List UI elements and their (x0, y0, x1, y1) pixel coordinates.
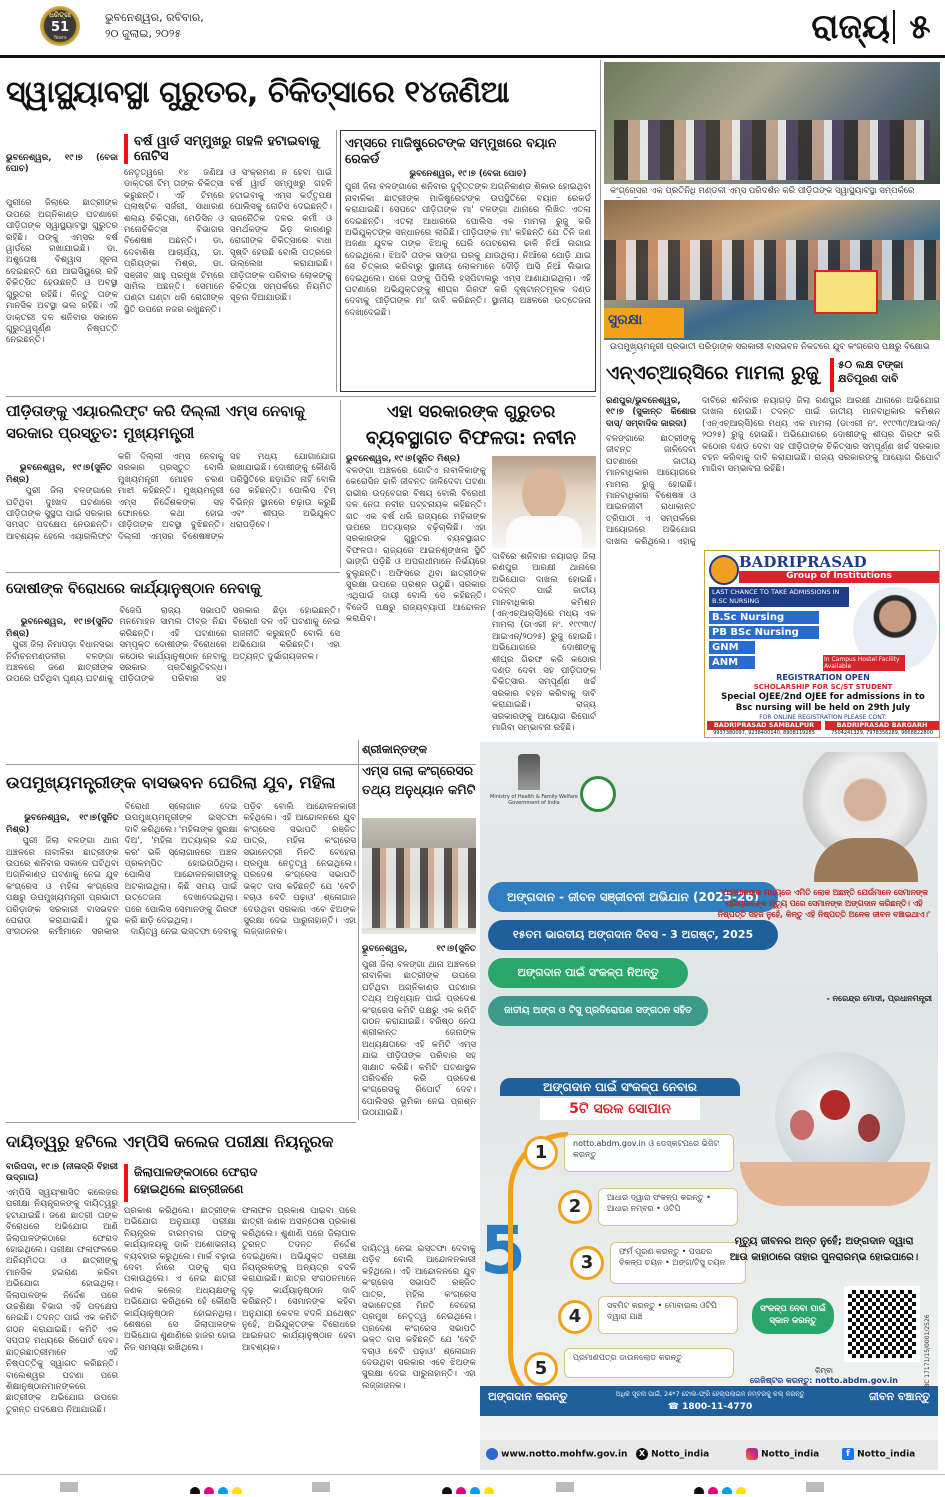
badri-courses (709, 611, 819, 669)
mpc-col2: ପ୍ରକାଶ କରିଥିଲେ। ଛାତ୍ରୀଙ୍କ ଅଭିଯୋଗ ଅନୁଯାୟୀ ପରୀକ୍ଷା ନିୟନ୍ତ୍ରକ ବାରମ୍ବାର ତାଙ୍କୁ କାର୍ଯ୍ୟାଳୟକୁ ଡାକି ଅଶୋଭନୀୟ ବ୍ୟବହାର କରୁଥିଲେ। ମାର୍କ ବଢ଼ାଇ ଦେବା ନାଁରେ ତାଙ୍କୁ ଚାପ ପକାଉଥିଲେ। ଏ ନେଇ ଛାତ୍ରୀ ଜଣକ କଲେଜ ଅଧ୍ୟକ୍ଷଙ୍କୁ ଅଭିଯୋଗ କରିଥିଲେ ହେଁ କୌଣସି କାର୍ଯ୍ୟାନୁଷ୍ଠାନ ହୋଇନଥିଲା। ଶେଷରେ ସେ ଜିଲାପାଳଙ୍କ ଅଭିଯୋଗ ଶୁଣାଣିରେ ହାଜର ହୋଇ ନିଜ ସମସ୍ୟା ରଖିଥିଲେ। (124, 1206, 236, 1353)
ad-badriprasad (704, 550, 940, 738)
protest-placard (814, 270, 878, 314)
bottom-right: ଜୀବନ ବଞ୍ଚାନ୍ତୁ (869, 1390, 930, 1403)
fact-headline1: ଶ୍ରୀକାନ୍ତଙ୍କ (362, 742, 428, 756)
badge-label: ଧରିତ୍ରୀ (49, 11, 71, 19)
course-bsc: B.Sc Nursing (709, 611, 819, 624)
lead-subheadline: ବର୍ଷ ୱାର୍ଡ ସମ୍ମୁଖରୁ ଗହଳି ହଟାଇବାକୁ ନୋଟିସ (134, 134, 320, 164)
cmyk-dots-2 (440, 1482, 496, 1494)
date-line1: ଭୁବନେଶ୍ୱର, ରବିବାର, (105, 11, 204, 24)
gov-name: Government of India (508, 800, 560, 806)
issue-date (105, 10, 255, 46)
step5-number: 5 (524, 1352, 558, 1386)
naveen-body: ବଳଙ୍ଗା ଅଞ୍ଚଳରେ ଗୋଟିଏ ନାବାଳିକାଙ୍କୁ କେରୋସିନ ଢାଳି ଜୀବନ୍ତ ଜାଳିଦେବା ଘଟଣା ଗଭୀର ଉଦ୍‌ବେଗର ବିଷୟ ବୋଲି ବିରୋଧୀ ଦଳ ନେତା ନବୀନ ପଟ୍ଟନାୟକ କହିଛନ୍ତି। ଗତ ଏକ ବର୍ଷ ଧରି ରାଜ୍ୟରେ ମହିଳାଙ୍କ ଉପରେ ଅତ୍ୟାଚାର ବଢ଼ିଚାଲିଛି। ଏହା ସରକାରଙ୍କ ଗୁରୁତର ବ୍ୟବସ୍ଥାଗତ ବିଫଳତା। ରାଜ୍ୟରେ ଆଇନଶୃଙ୍ଖଳା ସ୍ଥିତି ଭାଙ୍ଗି ପଡ଼ିଛି ଓ ଅପରାଧୀମାନେ ନିର୍ଭୟରେ ବୁଲୁଛନ୍ତି। ଅଫିସରେ ଥିବା ଛାତ୍ରୀଙ୍କ ସୁରକ୍ଷା ଉପରେ ପ୍ରଶ୍ନ ଉଠୁଛି। ସରକାର ଏଥିପାଇଁ ଦାୟୀ ବୋଲି ସେ କହିଛନ୍ତି। ବିଜେଡି ପକ୍ଷରୁ ରାଜ୍ୟବ୍ୟାପୀ ଆନ୍ଦୋଳନ କରାଯିବ। (346, 466, 486, 625)
instagram-handle: Notto_india (761, 1449, 820, 1460)
cmyk-dots-3 (692, 1482, 748, 1494)
airlift-body (6, 452, 336, 568)
helpline-number[interactable] (580, 1402, 840, 1412)
ad-organ-donation (480, 742, 938, 1440)
org-pill: ଜାତୀୟ ଅଙ୍ଗ ଓ ଟିସୁ ପ୍ରତିରୋପଣ ସଙ୍ଗଠନ ସହିତ (488, 996, 708, 1026)
manmohan-body (6, 606, 340, 762)
badri-special1: Special OJEE/2nd OJEE for admissions in to (721, 692, 925, 702)
phone-icon: ☎ (667, 1402, 683, 1412)
photo-people-row (614, 120, 930, 180)
magistrate-box (340, 130, 596, 392)
notto-logo (580, 776, 616, 812)
campaign-pill: ଅଙ୍ଗଦାନ - ଜୀବନ ସଞ୍ଜୀବନୀ ଅଭିଯାନ (2025-26) (488, 882, 778, 912)
grey-bar-1 (60, 1482, 78, 1492)
step5-text: ପ୍ରମାଣପତ୍ର ଡାଉନଲୋଡ କରନ୍ତୁ (564, 1348, 734, 1378)
pledge-pill: ଅଙ୍ଗଦାନ ପାଇଁ ସଂକଳ୍ପ ନିଅନ୍ତୁ (488, 958, 688, 988)
day-pill: ୧୫ତମ ଭାରତୀୟ ଅଙ୍ଗଦାନ ଦିବସ - 3 ଅଗଷ୍ଟ, 2025 (488, 920, 778, 950)
globe-link-icon (486, 1448, 498, 1460)
step2-number: 2 (558, 1190, 592, 1224)
date-line2: ୨୦ ଜୁଲାଇ, ୨୦୨୫ (105, 27, 182, 40)
fact-headline2: ଏମ୍ସ ଗଲା କଂଗ୍ରେସର (362, 763, 474, 778)
fact-dateline: ଭୁବନେଶ୍ୱର, ୧୯।୭(ସୁନିତ (362, 944, 476, 954)
badri-special2: Bsc nursing will be held on 29th July (735, 703, 911, 713)
badri-scholarship: SCHOLARSHIP FOR SC/ST STUDENT (753, 683, 893, 691)
nhrc-side-box (830, 358, 940, 392)
team-people (362, 848, 476, 928)
nhrc-col2: ଦାବିରେ ଶନିବାର ନୟାଗଡ଼ ଜିଲା ରଣପୁର ଆରକ୍ଷୀ ଥାନାରେ ଅଭିଯୋଗ ଦାଖଲ ହୋଇଛି। ତଦନ୍ତ ପାଇଁ ଜାତୀୟ ମାନବାଧିକାର କମିଶନ (ଏନ୍‌ଏଚ୍‌ଆର୍‌ସି)ରେ ମଧ୍ୟ ଏକ ମାମଲା (ଡାଏରୀ ନଂ. ୧୯୯୩୯/ଆଇଏନ୍/୨୦୨୫) ରୁଜୁ ହୋଇଛି। ଅଭିଯୋଗରେ ଦୋଷୀଙ୍କୁ ଶୀଘ୍ର ଗିରଫ କରି କଠୋର ଦଣ୍ଡ ଦେବା ସହ ପୀଡ଼ିତାଙ୍କ ଚିକିତ୍ସାର ସମ୍ପୂର୍ଣ୍ଣ ଖର୍ଚ୍ଚ ସରକାର ବହନ କରିବାକୁ ଦାବି କରାଯାଇଛି। ରାଜ୍ୟ ସରକାରଙ୍କୁ ଆୟୋଗ ରିପୋର୍ଟ ମାଗିବା ସମ୍ଭାବନା ରହିଛି। (702, 396, 940, 475)
lead-col2: ନେତୃତ୍ୱରେ ୧୪ ଜଣିଆ ଡାକ୍ତରୀ ଟିମ୍ ତାଙ୍କ ଚିକିତ୍ସା କରୁଛନ୍ତି। ଏହି ଟିମ୍ରେ ପ୍ଲାଷ୍ଟିକ ସର୍ଜରୀ, ସାଧାରଣ ଶଲ୍ୟ ଚିକିତ୍ସା, ମେଡିସିନ ଓ ମନୋଚିକିତ୍ସା ବିଭାଗର ବିଶେଷଜ୍ଞ ଅଛନ୍ତି। ଡା. ଦେବାଶିଷ ଆଚାର୍ଯ୍ୟ, ଡା. ପ୍ରିୟଙ୍କା ମିଶ୍ର, ଡା. ସଞ୍ଜୀବ ସାହୁ ପ୍ରମୁଖ ଟିମ୍ରେ ସାମିଲ ଅଛନ୍ତି। ସେମାନେ ଘଣ୍ଟା ଘଣ୍ଟା ଧରି ରୋଗୀଙ୍କ ସ୍ଥିତି ଉପରେ ନଜର ରଖୁଛନ୍ତି। (124, 168, 224, 315)
x-icon: X (636, 1448, 648, 1460)
naveen-headline2: ବ୍ୟବସ୍ଥାଗତ ବିଫଳତା: ନବୀନ (365, 427, 577, 449)
youth-congress-headline: ଉପମୁଖ୍ୟମନ୍ତ୍ରୀଙ୍କ ବାସଭବନ ଘେରିଲା ଯୁବ, ମହିଳା (6, 773, 336, 792)
naveen-dateline: ଭୁବନେଶ୍ୱର, ୧୯।୭(ସୁନିତ ମିଶ୍ର) (346, 454, 461, 464)
helpline-text: ଅଧିକ ସୂଚନା ପାଇଁ, 24*7 ଟୋଲ-ଫ୍ରି ହେଲ୍ପଲାଇନ ନମ୍ବରକୁ କଲ୍ କରନ୍ତୁ (615, 1390, 805, 1398)
footer-rule (0, 1474, 945, 1475)
kidney-icon (858, 1114, 880, 1142)
mpc-dateline: ବାରିପଦା, ୧୯।୭ (ନୀଳାଦ୍ରି ବିହାରୀ ଉଦ୍ଗାତା) (6, 1162, 118, 1184)
naveen-body-cont: ଦାବିରେ ଶନିବାର ନୟାଗଡ଼ ଜିଲା ରଣପୁର ଆରକ୍ଷୀ ଥାନାରେ ଅଭିଯୋଗ ଦାଖଲ ହୋଇଛି। ତଦନ୍ତ ପାଇଁ ଜାତୀୟ ମାନବାଧିକାର କମିଶନ (ଏନ୍‌ଏଚ୍‌ଆର୍‌ସି)ରେ ମଧ୍ୟ ଏକ ମାମଲା (ଡାଏରୀ ନଂ. ୧୯୯୩୯/ଆଇଏନ୍/୨୦୨୫) ରୁଜୁ ହୋଇଛି। ଅଭିଯୋଗରେ ଦୋଷୀଙ୍କୁ ଶୀଘ୍ର ଗିରଫ କରି କଠୋର ଦଣ୍ଡ ଦେବା ସହ ପୀଡ଼ିତାଙ୍କ ଚିକିତ୍ସାର ସମ୍ପୂର୍ଣ୍ଣ ଖର୍ଚ୍ଚ ସରକାର ବହନ କରିବାକୁ ଦାବି କରାଯାଇଛି। ରାଜ୍ୟ ସରକାରଙ୍କୁ ଆୟୋଗ ରିପୋର୍ଟ ମାଗିବା ସମ୍ଭାବନା ରହିଛି। (492, 552, 596, 734)
nhrc-dateline: ରଣପୁର/ଭୁବନେଶ୍ୱର, ୧୯।୭ (ସୁକାନ୍ତ କିଶୋର ଦାସ୍/ ସମ୍ବାଦିକ ଜାରଦା) (606, 396, 696, 429)
badri-name: BADRIPRASAD (739, 553, 867, 571)
masthead-badge (28, 6, 94, 50)
death-line1: ମୃତ୍ୟୁ ଜୀବନର ଅନ୍ତ ନୁହେଁ; ଅଙ୍ଗଦାନ ଦ୍ୱାରା (734, 1236, 914, 1247)
step3-number: 3 (570, 1246, 604, 1280)
protest-banner-text: ସୁରକ୍ଷା (608, 312, 643, 328)
naveen-face (522, 468, 566, 520)
mpc-side-headline: ଜିଲାପାଳଙ୍କଠାରେ ଫେରାଦ ହୋଇଥିଲେ ଛାତ୍ରୀଜଣେ (134, 1165, 258, 1196)
youth-congress-dateline: ଭୁବନେଶ୍ୱର, ୧୯।୭(ସୁନିତ ମିଶ୍ର) (6, 813, 122, 835)
youth-congress-text2: ଦାୟିତ୍ୱ ନେଇ ଇସ୍ତଫା ଦେବାକୁ ପଡ଼ିବ ବୋଲି ଆନ୍ଦୋଳନକାରୀ କହିଥିଲେ। ଏହି ଆନ୍ଦୋଳନରେ ଯୁବ କଂଗ୍ରେସ ସଭାପତି ରଞ୍ଜିତ ପାତ୍ର, ମହିଳା କଂଗ୍ରେସ ସଭାନେତ୍ରୀ ମିନତି ବେହେରା ପ୍ରମୁଖ ନେତୃତ୍ୱ ନେଇଥିଲେ। ପ୍ରଦେଶ କଂଗ୍ରେସ ସଭାପତି ଭକ୍ତ ଦାସ କହିଛନ୍ତି ଯେ 'ବେଟି ବଚାଓ ବେଟି ପଢ଼ାଓ' ଶ୍ଳୋଗାନ ଦେଉଥିବା ସରକାର ଏବେ ଝିଅଙ୍କ ସୁରକ୍ଷା ଦେଇ ପାରୁନାହାନ୍ତି। ଏହା ଲଜ୍ଜାଜନକ। (130, 802, 356, 938)
x-handle: Notto_india (651, 1449, 710, 1460)
photo-fact-finding-team (362, 818, 476, 934)
fact-body-cont: ଦାୟିତ୍ୱ ନେଇ ଇସ୍ତଫା ଦେବାକୁ ପଡ଼ିବ ବୋଲି ଆନ୍ଦୋଳନକାରୀ କହିଥିଲେ। ଏହି ଆନ୍ଦୋଳନରେ ଯୁବ କଂଗ୍ରେସ ସଭାପତି ରଞ୍ଜିତ ପାତ୍ର, ମହିଳା କଂଗ୍ରେସ ସଭାନେତ୍ରୀ ମିନତି ବେହେରା ପ୍ରମୁଖ ନେତୃତ୍ୱ ନେଇଥିଲେ। ପ୍ରଦେଶ କଂଗ୍ରେସ ସଭାପତି ଭକ୍ତ ଦାସ କହିଛନ୍ତି ଯେ 'ବେଟି ବଚାଓ ବେଟି ପଢ଼ାଓ' ଶ୍ଳୋଗାନ ଦେଉଥିବା ସରକାର ଏବେ ଝିଅଙ୍କ ସୁରକ୍ଷା ଦେଇ ପାରୁନାହାନ୍ତି। ଏହା ଲଜ୍ଜାଜନକ। (362, 1244, 476, 1391)
badri-group: Group of Institutions (739, 571, 939, 583)
bottom-left: ଅଙ୍ଗଦାନ କରନ୍ତୁ (488, 1390, 568, 1403)
badri-online: FOR ONLINE REGISTRATION PLEASE CONT: (759, 714, 887, 721)
web-link[interactable] (486, 1448, 636, 1460)
badge-years: 51 (50, 20, 70, 35)
airlift-dateline: ଭୁବନେଶ୍ୱର, ୧୯।୭(ସୁନିତ ମିଶ୍ର) (6, 463, 115, 485)
youth-congress-body (6, 802, 356, 1120)
grey-bar-3 (556, 1482, 574, 1492)
qr-code[interactable] (844, 1286, 920, 1362)
badri-registration: REGISTRATION OPEN (776, 673, 870, 682)
protest-crowd (604, 240, 940, 300)
step3-text: ଫର୍ମ ପୂରଣ କରନ୍ତୁ • ପସନ୍ଦର ବିକଳ୍ପ ଚୟନ • ଅଙ୍ଗ/ଟିସୁ ଚୟନ (610, 1242, 746, 1284)
nhrc-col1: ବଳଙ୍ଗାରେ ଛାତ୍ରୀଙ୍କୁ ଜୀବନ୍ତ ଜାଳିଦେବା ଘଟଣାରେ ଜାତୀୟ ମାନବାଧିକାର ଆୟୋଗରେ ମାମଲା ରୁଜୁ ହୋଇଛି। ମାନବାଧିକାର ବିଶେଷଜ୍ଞ ଓ ଆଇନଜୀବୀ ରାଧାକାନ୍ତ ତ୍ରିପାଠୀ ଏ ସମ୍ପର୍କରେ ଆୟୋଗରେ ଅଭିଯୋଗ ଦାଖଲ କରିଥିଲେ। ଏହାକୁ (606, 434, 696, 546)
airlift-headline: ପୀଡ଼ିତାଙ୍କୁ ଏୟାରଲିଫ୍ଟ କରି ଦିଲ୍ଲୀ ଏମ୍ସ ନେବାକୁ ସରକାର ପ୍ରସ୍ତୁତ: ମୁଖ୍ୟମନ୍ତ୍ରୀ (6, 402, 305, 442)
cbc-code: CBC 17171/15/0001/2526 (924, 1314, 931, 1392)
step2-text: ଆଧାର ଦ୍ୱାରା ସଂକଳ୍ପ କରନ୍ତୁ • ଆଧାର ନମ୍ବର • ଓଟିପି (598, 1188, 738, 1226)
magistrate-headline: ଏମ୍ସରେ ମାଜିଷ୍ଟ୍ରେଟଙ୍କ ସମ୍ମୁଖରେ ବୟାନ ରେକର୍ଡ (345, 135, 557, 166)
ministry-name: Ministry of Health & Family Welfare (490, 794, 578, 800)
steps-title: ଅଙ୍ଗଦାନ ପାଇଁ ସଂକଳ୍ପ ନେବାର (500, 1078, 740, 1096)
step4-number: 4 (558, 1300, 592, 1334)
badri-hostel: In Campus Hostel Facility Available (823, 655, 905, 671)
hands-organs (740, 1032, 930, 1212)
web-url: www.notto.mohfw.gov.in (501, 1449, 628, 1460)
emblem-icon (518, 754, 540, 790)
photo-naveen (492, 456, 596, 548)
badri-phone-right: 7504241329, 7978356289, 9668822800 (831, 730, 933, 736)
modi-quote-by: - ନରେନ୍ଦ୍ର ମୋଦୀ, ପ୍ରଧାନମନ୍ତ୍ରୀ (826, 994, 932, 1003)
lead-headline: ସ୍ୱାସ୍ଥ୍ୟାବସ୍ଥା ଗୁରୁତର, ଚିକିତ୍ସାରେ ୧୪ଜଣିଆ (6, 75, 510, 110)
photo1-caption: କଂଗ୍ରେସର ଏକ ପ୍ରତିନିଧି ମଣ୍ଡଳୀ ଏମ୍ସ ପରିଦର୍ଶନ କରି ପୀଡ଼ିତାଙ୍କ ସ୍ୱାସ୍ଥ୍ୟାବସ୍ଥା ସମ୍ପର୍କରେ (610, 186, 915, 196)
magistrate-body: ପୁରୀ ଜିଲା ବଳଙ୍ଗାରେ ଶନିବାର ଦୁର୍ବୃତ୍ତଙ୍କ ଅଗ୍ନିକାଣ୍ଡ ଶିକାର ହୋଇଥିବା ନାବାଳିକା ଛାତ୍ରୀଙ୍କ ମାଜିଷ୍ଟ୍ରେଟଙ୍କ ଉପସ୍ଥିତିରେ ବୟାନ ରେକର୍ଡ କରାଯାଇଛି। ସେପଟେ ପୀଡ଼ିତାଙ୍କ ମା' ବଳଙ୍ଗା ଥାନାରେ ଲିଖିତ ଏତଲା ଦେଇଛନ୍ତି। ଏତଲା ଆଧାରରେ ପୋଲିସ ଏକ ମାମଲା ରୁଜୁ କରି ଅଭିଯୁକ୍ତଙ୍କ ସନ୍ଧାନରେ ଲାଗିଛି। ପୀଡ଼ିତାଙ୍କ ମା' କହିଛନ୍ତି ଯେ ତିନି ଜଣ ଅଜଣା ଯୁବକ ତାଙ୍କ ଝିଅକୁ ଘେରି ପେଟ୍ରୋଲ ଢାଳି ନିଆଁ ଲଗାଇ ଦେଇଥିଲେ। ଝିଅଟି ତାଙ୍କ ସାଙ୍ଗ ଘରକୁ ଯାଉଥିଲା। ନିଆଁରେ ପୋଡ଼ି ଯାଇ ସେ ଚିତ୍କାର କରିବାରୁ ସ୍ଥାନୀୟ ଲୋକମାନେ ଦୌଡ଼ି ଆସି ନିଆଁ ଲିଭାଇ ଦେଇଥିଲେ। ପରେ ତାଙ୍କୁ ପିପିଲି ହସ୍ପିଟାଲରୁ ଏମ୍ସ ଆଣାଯାଇଥିଲା। ଏହି ଘଟଣାରେ ଅଭିଯୁକ୍ତଙ୍କୁ ଶୀଘ୍ର ଗିରଫ କରି ଦୃଷ୍ଟାନ୍ତମୂଳକ ଦଣ୍ଡ ଦେବାକୁ ପୀଡ଼ିତାଙ୍କ ମା' ଦାବି କରିଛନ୍ତି। ସ୍ଥାନୀୟ ଅଞ୍ଚଳରେ ଉତ୍ତେଜନା ଦେଖାଦେଇଛି। (345, 182, 591, 318)
scan-pill[interactable]: ସଂକଳ୍ପ ନେବା ପାଇଁ ସ୍କାନ କରନ୍ତୁ (752, 1298, 834, 1334)
helpline-value: 1800-11-4770 (682, 1402, 753, 1412)
section-divider (893, 10, 895, 44)
badri-footer-left: BADRIPRASAD SAMBALPUR (707, 721, 821, 730)
facebook-icon: f (842, 1448, 854, 1460)
youth-congress-text: ପୁରୀ ଜିଲା ବଳଙ୍ଗା ଥାନା ଅଞ୍ଚଳରେ ନାବାଳିକା ଛାତ୍ରୀଙ୍କ ଉପରେ ଶନିବାର ସକାଳେ ଘଟିଥିବା ଅଗ୍ନିକାଣ୍ଡ ଘଟଣାକୁ ନେଇ ଯୁବ କଂଗ୍ରେସ ଓ ମହିଳା କଂଗ୍ରେସ ପକ୍ଷରୁ ଉପମୁଖ୍ୟମନ୍ତ୍ରୀ ପ୍ରଭାତୀ ପରିଡ଼ାଙ୍କ ସରକାରୀ ବାସଭବନ ଘେରାଉ କରାଯାଇଛି। ଦୁଇ ସଂଗଠନର କର୍ମୀମାନେ ସରକାର ବିରୋଧୀ ସ୍ଲୋଗାନ ଦେଇ ଉପମୁଖ୍ୟମନ୍ତ୍ରୀଙ୍କ ଇସ୍ତଫା ଦାବି କରିଥିଲେ। 'ମହିଳାଙ୍କ ସୁରକ୍ଷା ଦିଅ', 'ମହିଳା ଅତ୍ୟାଚାର ବନ୍ଦ କର' ଭଳି ସ୍ଲୋଗାନରେ ଅଞ୍ଚଳ ପ୍ରକମ୍ପିତ ହୋଇଉଠିଥିଲା। ପୋଲିସ ଆନ୍ଦୋଳନକାରୀଙ୍କୁ ଅଟକାଇଥିଲା। କିଛି ସମୟ ପାଇଁ ଉତ୍ତେଜନା ଦେଖାଦେଇଥିଲା। ପରେ ପୋଲିସ ସେମାନଙ୍କୁ ଗିରଫ କରି ଛାଡ଼ି ଦେଇଥିଲା। (6, 802, 241, 938)
column-rule (600, 60, 601, 670)
registration-marks (0, 1480, 945, 1494)
fact-body: ପୁରୀ ଜିଲା ବଳଙ୍ଗା ଥାନା ଅଞ୍ଚଳରେ ନାବାଳିକା ଛାତ୍ରୀଙ୍କ ଉପରେ ଘଟିଥିବା ଅଗ୍ନିକାଣ୍ଡ ଘଟଣାର ତଥ୍ୟ ଅନୁଧ୍ୟାନ ପାଇଁ ପ୍ରଦେଶ କଂଗ୍ରେସ କମିଟି ପକ୍ଷରୁ ଏକ କମିଟି ଗଠନ କରାଯାଇଛି। ବରିଷ୍ଠ ନେତା ଶ୍ରୀକାନ୍ତ ଜେନାଙ୍କ ଅଧ୍ୟକ୍ଷତାରେ ଏହି କମିଟି ଏମ୍ସ ଯାଇ ପୀଡ଼ିତାଙ୍କ ପରିବାର ସହ ସାକ୍ଷାତ କରିଛି। କମିଟି ଘଟଣାସ୍ଥଳ ପରିଦର୍ଶନ କରି ପ୍ରଦେଶ କଂଗ୍ରେସକୁ ରିପୋର୍ଟ ଦେବ। ପୋଲିସର ଭୂମିକା ନେଇ ପ୍ରଶ୍ନ ଉଠାଯାଇଛି। (362, 960, 476, 1119)
social-strip (480, 1440, 938, 1470)
lead-subheadline-box (124, 134, 332, 164)
hand-icon (740, 1162, 930, 1206)
badri-footer-right: BADRIPRASAD BARGARH (825, 721, 939, 730)
mpc-headline: ଦାୟିତ୍ୱରୁ ହଟିଲେ ଏମ୍‌ପିସି କଲେଜ ପରୀକ୍ଷା ନିୟନ୍ତ୍ରକ (6, 1132, 334, 1151)
mpc-side-box (124, 1164, 356, 1202)
course-gnm: GNM (709, 641, 755, 654)
photo2-caption: ଉପମୁଖ୍ୟମନ୍ତ୍ରୀ ପ୍ରଭାତୀ ପରିଡ଼ାଙ୍କ ସରକାରୀ ବାସଭବନ ନିକଟରେ ଯୁବ କଂଗ୍ରେସ ପକ୍ଷରୁ ବିକ୍ଷୋଭ (610, 342, 930, 352)
badri-phone-left: 9937380097, 9238400140, 8908119285 (713, 730, 815, 736)
big-five: 5 (480, 1212, 526, 1289)
instagram-icon (746, 1448, 758, 1460)
facebook-handle: Notto_india (857, 1449, 916, 1460)
steps-sub: 5ଟି ସରଳ ସୋପାନ (540, 1098, 700, 1120)
grey-bar-2 (312, 1482, 330, 1492)
mpc-col3: ଫଳାଫଳ ପ୍ରକାଶ ପାଇବା ପରେ ଛାତ୍ରୀ ଜଣକ ଅସନ୍ତୋଷ ପ୍ରକାଶ କରିଥିଲେ। ଶୁଣାଣି ପରେ ଜିଲାପାଳ ତୁରନ୍ତ ତଦନ୍ତ ନିର୍ଦ୍ଦେଶ ଦେଇଥିଲେ। ଅଭିଯୁକ୍ତ ପରୀକ୍ଷା ନିୟନ୍ତ୍ରକଙ୍କୁ ଅନ୍ୟତ୍ର ବଦଳି କରାଯାଇଛି। ଛାତ୍ର ସଂଗଠନମାନେ ଦୃଢ଼ କାର୍ଯ୍ୟାନୁଷ୍ଠାନ ଦାବି କରିଛନ୍ତି। ସେମାନଙ୍କ କହିବା ଅନୁଯାୟୀ କେବଳ ବଦଳି ଯଥେଷ୍ଟ ନୁହେଁ, ଅଭିଯୁକ୍ତଙ୍କ ବିରୋଧରେ ଆଇନଗତ କାର୍ଯ୍ୟାନୁଷ୍ଠାନ ହେବା ଆବଶ୍ୟକ। (242, 1206, 356, 1353)
naveen-headline1: ଏହା ସରକାରଙ୍କ ଗୁରୁତର (386, 402, 556, 422)
facebook-link[interactable] (842, 1448, 938, 1460)
nhrc-side-headline: ୫୦ ଲକ୍ଷ ଟଙ୍କା କ୍ଷତିପୂରଣ ଦାବି (838, 359, 904, 385)
badge-years-word: Years (53, 35, 67, 41)
page-number: ୫ (909, 7, 931, 47)
mpc-col1: ଏମ୍‌ପିସି ସ୍ୱୟଂଶାସିତ କଲେଜର ପରୀକ୍ଷା ନିୟନ୍ତ୍ରକଙ୍କୁ ଦାୟିତ୍ୱରୁ ହଟାଯାଇଛି। ଜଣେ ଛାତ୍ରୀ ତାଙ୍କ ବିରୋଧରେ ଅଭିଯୋଗ ଆଣି ଜିଲାପାଳଙ୍କଠାରେ ଫେରାଦ ହୋଇଥିଲେ। ପରୀକ୍ଷା ଫଳାଫଳରେ ଅନିୟମିତତା ଓ ଛାତ୍ରୀଙ୍କୁ ମାନସିକ ହଇରାଣ କରିବା ଅଭିଯୋଗ ହୋଇଥିଲା। ଜିଲାପାଳଙ୍କ ନିର୍ଦ୍ଦେଶ ପରେ ଉଚ୍ଚଶିକ୍ଷା ବିଭାଗ ଏହି ପଦକ୍ଷେପ ନେଇଛି। ତଦନ୍ତ ପାଇଁ ଏକ କମିଟି ଗଠନ କରାଯାଇଛି। କମିଟି ଏକ ସପ୍ତାହ ମଧ୍ୟରେ ରିପୋର୍ଟ ଦେବ। ଛାତ୍ରଛାତ୍ରୀମାନେ ଏହି ନିଷ୍ପତ୍ତିକୁ ସ୍ୱାଗତ କରିଛନ୍ତି। ବାଲେଶ୍ୱର ଘଟଣା ପରେ ଶିକ୍ଷାନୁଷ୍ଠାନମାନଙ୍କରେ ଛାତ୍ରୀଙ୍କ ଅଭିଯୋଗ ଉପରେ ତୁରନ୍ତ ପଦକ୍ଷେପ ନିଆଯାଉଛି। (6, 1188, 118, 1415)
lead-dateline: ଭୁବନେଶ୍ୱର, ୧୯।୭ (ବେଜା ପୋଚ) (6, 152, 118, 175)
photo-youth-congress-protest (604, 200, 940, 340)
lead-col1 (6, 130, 118, 392)
airlift-text: ପୁରୀ ଜିଲା ବଳଙ୍ଗାରେ ଘଟିଥିବା ଦୁଃଖଦ ଘଟଣାରେ ପୀଡ଼ିତାଙ୍କ ସୁସ୍ଥତା ପାଇଁ ସରକାର ସମସ୍ତ ପଦକ୍ଷେପ ନେଉଛନ୍ତି। ଆବଶ୍ୟକ ହେଲେ ଏୟାରଲିଫ୍ଟ କରି ଦିଲ୍ଲୀ ଏମ୍ସ ନେବାକୁ ସରକାର ପ୍ରସ୍ତୁତ ବୋଲି ମୁଖ୍ୟମନ୍ତ୍ରୀ ମୋହନ ଚରଣ ମାଝୀ କହିଛନ୍ତି। ମୁଖ୍ୟମନ୍ତ୍ରୀ ଏମ୍ସ ନିର୍ଦ୍ଦେଶକଙ୍କ ସହ ଫୋନରେ କଥା ହୋଇ ପୀଡ଼ିତାଙ୍କ ଅବସ୍ଥା ବୁଝିଛନ୍ତି। ଦିଲ୍ଲୀ ଏମ୍ସର ବିଶେଷଜ୍ଞଙ୍କ ସହ ମଧ୍ୟ ଯୋଗାଯୋଗ ରଖାଯାଇଛି। ଦୋଷୀଙ୍କୁ କୌଣସି ପରିସ୍ଥିତିରେ ଛଡ଼ାଯିବ ନାହିଁ ବୋଲି ସେ କହିଛନ୍ତି। ପୋଲିସ ଟିମ୍ ବିଭିନ୍ନ ସ୍ଥାନରେ ଚଢ଼ାଉ କରୁଛି ଏବଂ ଶୀଘ୍ର ଅଭିଯୁକ୍ତ ଧରାପଡ଼ିବେ। (6, 452, 336, 542)
step4-text: ସବମିଟ କରନ୍ତୁ • ମୋବାଇଲ ଓଟିପି ଦ୍ୱାରା ଯାଞ୍ଚ (598, 1296, 738, 1334)
manmohan-text: ପୁରୀ ଜିଲା ନିମାପଡ଼ା ବିଧାନସଭା ନିର୍ବାଚନମଣ୍ଡଳୀର ବଳଙ୍ଗା ଅଞ୍ଚଳରେ ଜଣେ ଛାତ୍ରୀଙ୍କ ଉପରେ ଘଟିଥିବା ଘୃଣ୍ୟ ଘଟଣାକୁ ବିଜେପି ରାଜ୍ୟ ସଭାପତି ମନମୋହନ ସାମଲ ତୀବ୍ର ନିନ୍ଦା କରିଛନ୍ତି। ଏହି ଘଟଣାରେ ସମ୍ପୃକ୍ତ ଦୋଷୀଙ୍କ ବିରୋଧରେ କଠୋର କାର୍ଯ୍ୟାନୁଷ୍ଠାନ ନେବାକୁ ସରକାର ପ୍ରତିଶ୍ରୁତିବଦ୍ଧ। ପୀଡ଼ିତାଙ୍କ ପରିବାର ସହ ସରକାର ଛିଡ଼ା ହୋଇଛନ୍ତି। ବିରୋଧୀ ଦଳ ଏହି ଘଟଣାକୁ ନେଇ ରାଜନୀତି କରୁଛନ୍ତି ବୋଲି ସେ ଅଭିଯୋଗ କରିଛନ୍ତି। ଏହା ଅତ୍ୟନ୍ତ ଦୁର୍ଭାଗ୍ୟଜନକ। (6, 606, 340, 685)
visit-label: କିମ୍ବା (815, 1366, 833, 1375)
magistrate-dateline: ଭୁବନେଶ୍ୱର, ୧୯।୭ (ବେଜା ପୋଚ) (409, 169, 527, 179)
visit-url[interactable]: ରେଜିଷ୍ଟର କରନ୍ତୁ: notto.abdm.gov.in (750, 1376, 898, 1385)
step1-text: notto.abdm.gov.in ଓ ଡେସ୍କଟପରେ ଭିଜିଟ କରନ୍ତୁ (564, 1134, 734, 1172)
photo-congress-aiims (604, 62, 940, 184)
lead-col1-text: ପୁରୀରେ ଜିଲାରେ ଛାତ୍ରୀଙ୍କ ଉପରେ ଅଗ୍ନିକାଣ୍ଡ ଘଟଣାରେ ପୀଡ଼ିତାଙ୍କ ସ୍ୱାସ୍ଥ୍ୟାବସ୍ଥା ଗୁରୁତର ରହିଛି। ତାଙ୍କୁ ଏମ୍ସର ବର୍ଷ ୱାର୍ଡରେ ରଖାଯାଇଛି। ଡା. ଅଶୁତୋଷ ବିଶ୍ୱାସ ସୂଚନା ଦେଇଛନ୍ତି ଯେ ଆଇସିୟୁରେ ରହି ଚିକିତ୍ସିତ ହେଉଛନ୍ତି ଓ ଅବସ୍ଥା ଗୁରୁତର ରହିଛି। କିନ୍ତୁ ତାଙ୍କ ମାନସିକ ଅବସ୍ଥା ଭଲ ରହିଛି। ଏହି ଡାକ୍ତରୀ ଦଳ ଶନିବାର ସକାଳେ ଗୁରୁତ୍ୱପୂର୍ଣ୍ଣ ନିଷ୍ପତ୍ତି ନେଇଛନ୍ତି। (6, 198, 118, 346)
course-anm: ANM (709, 656, 755, 669)
x-link[interactable] (636, 1448, 736, 1460)
death-line2: ଆଉ କାହାଠାରେ ତାହାର ପୁନରାରମ୍ଭ ହୋଇପାରେ। (729, 1252, 919, 1263)
fact-headline3: ତଥ୍ୟ ଅନୁଧ୍ୟାନ କମିଟି (362, 782, 476, 797)
lung-icon (790, 1110, 814, 1140)
instagram-link[interactable] (746, 1448, 842, 1460)
modi-quote: 'ଆମମାନଙ୍କ ମଧ୍ୟରେ ଏମିତି ଲୋକ ଅଛନ୍ତି ଯେଉଁମାନେ ସେମାନଙ୍କ ପ୍ରିୟଜନଙ୍କ ମୃତ୍ୟୁ ପରେ ସେମାନଙ୍କ ଅଙ୍ଗଦାନ କରିଛନ୍ତି। ଏହି ନିଷ୍ପତ୍ତି ସହଜ ନୁହେଁ, କିନ୍ତୁ ଏହି ନିଷ୍ପତ୍ତି ଅନେକ ଜୀବନ ବଞ୍ଚାଇଥାଏ।' (717, 888, 931, 919)
grey-bar-4 (806, 1482, 824, 1492)
naveen-shirt (506, 516, 582, 548)
badri-last-chance: LAST CHANCE TO TAKE ADMISSIONS IN B.SC NURSING (709, 587, 849, 607)
badri-logo (709, 555, 739, 585)
course-pb-bsc: PB BSc Nursing (709, 626, 819, 639)
cmyk-dots-1 (188, 1482, 244, 1494)
step1-number: 1 (524, 1136, 558, 1170)
header-rule (0, 55, 945, 58)
lead-col3: ଓ ସଂକ୍ରମଣ ନ ହେବା ପାଇଁ ବର୍ଷ ୱାର୍ଡ ସମ୍ମୁଖରୁ ଗହଳି ହଟାଇବାକୁ ଏମ୍ସ କର୍ତ୍ତୃପକ୍ଷ ପୋଲିସକୁ ନୋଟିସ ଦେଇଛନ୍ତି। ରାଜନୈତିକ ଦଳର କର୍ମୀ ଓ ସମର୍ଥକଙ୍କ ଭିଡ଼ କାରଣରୁ ରୋଗୀଙ୍କ ଚିକିତ୍ସାରେ ବାଧା ସୃଷ୍ଟି ହେଉଛି ବୋଲି ପତ୍ରରେ ଉଲ୍ଲେଖ କରାଯାଇଛି। ପୀଡ଼ିତାଙ୍କ ପରିବାର ଲୋକଙ୍କୁ ଚିକିତ୍ସା ସମ୍ପର୍କରେ ନିୟମିତ ସୂଚନା ଦିଆଯାଉଛି। (230, 168, 332, 304)
heart-icon (820, 1090, 850, 1120)
manmohan-headline: ଦୋଷୀଙ୍କ ବିରୋଧରେ କାର୍ଯ୍ୟାନୁଷ୍ଠାନ ନେବାକୁ (6, 581, 261, 597)
section-name: ରାଜ୍ୟ (811, 7, 890, 47)
nhrc-headline: ଏନ୍‌ଏଚ୍‌ଆର୍‌ସିରେ ମାମଲା ରୁଜୁ (606, 362, 819, 384)
manmohan-dateline: ଭୁବନେଶ୍ୱର, ୧୯।୭(ସୁନିତ ମିଶ୍ର) (6, 617, 117, 639)
